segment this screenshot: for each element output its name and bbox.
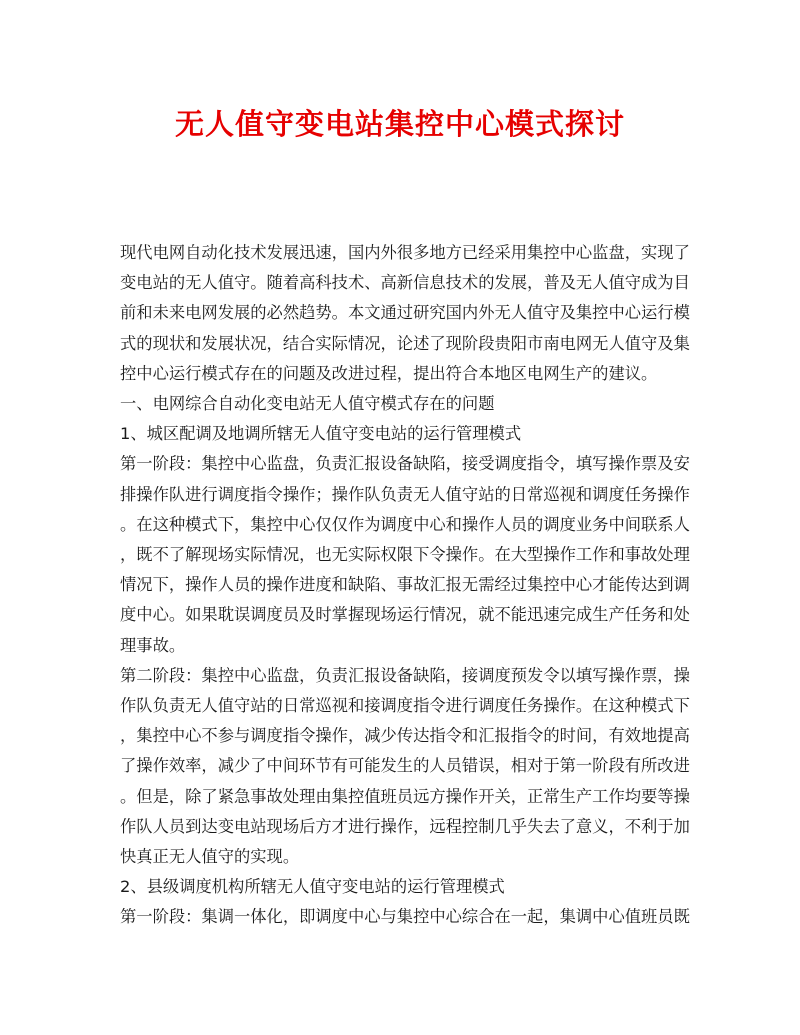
document-title: 无人值守变电站集控中心模式探讨 <box>174 107 625 141</box>
text-line: 控中心运行模式存在的问题及改进过程，提出符合本地区电网生产的建议。 <box>120 363 658 383</box>
paragraph-stage-2 <box>120 661 690 872</box>
text-line: 快真正无人值守的实现。 <box>120 847 300 867</box>
text-line: 变电站的无人值守。随着高科技术、高新信息技术的发展，普及无人值守成为目 <box>120 273 690 293</box>
document-body <box>120 238 690 933</box>
paragraph-county-stage-1 <box>120 902 690 932</box>
text-line: 一、电网综合自动化变电站无人值守模式存在的问题 <box>120 394 495 414</box>
text-line: 第一阶段：集控中心监盘，负责汇报设备缺陷，接受调度指令，填写操作票及安 <box>120 454 690 474</box>
text-line: ，既不了解现场实际情况，也无实际权限下令操作。在大型操作工作和事故处理 <box>120 545 690 565</box>
text-line: 情况下，操作人员的操作进度和缺陷、事故汇报无需经过集控中心才能传达到调 <box>120 575 690 595</box>
text-line: 。在这种模式下，集控中心仅仅作为调度中心和操作人员的调度业务中间联系人 <box>120 514 690 534</box>
paragraph-stage-1 <box>120 449 690 660</box>
text-line: 。但是，除了紧急事故处理由集控值班员远方操作开关，正常生产工作均要等操 <box>120 786 690 806</box>
text-line: 作队人员到达变电站现场后方才进行操作，远程控制几乎失去了意义，不利于加 <box>120 816 690 836</box>
subsection-heading-1 <box>120 419 680 449</box>
text-line: 作队负责无人值守站的日常巡视和接调度指令进行调度任务操作。在这种模式下 <box>120 696 690 716</box>
text-line: 2、县级调度机构所辖无人值守变电站的运行管理模式 <box>120 877 505 897</box>
text-line: ，集控中心不参与调度指令操作，减少传达指令和汇报指令的时间，有效地提高 <box>120 726 690 746</box>
text-line: 排操作队进行调度指令操作；操作队负责无人值守站的日常巡视和调度任务操作 <box>120 484 690 504</box>
text-line: 理事故。 <box>120 635 186 655</box>
text-line: 前和未来电网发展的必然趋势。本文通过研究国内外无人值守及集控中心运行模 <box>120 303 690 323</box>
text-line: 第二阶段：集控中心监盘，负责汇报设备缺陷，接调度预发令以填写操作票，操 <box>120 665 690 685</box>
paragraph-intro <box>120 238 690 389</box>
subsection-heading-2 <box>120 872 680 902</box>
text-line: 现代电网自动化技术发展迅速，国内外很多地方已经采用集控中心监盘，实现了 <box>120 243 690 262</box>
text-line: 了操作效率，减少了中间环节有可能发生的人员错误，相对于第一阶段有所改进 <box>120 756 690 776</box>
text-line: 度中心。如果耽误调度员及时掌握现场运行情况，就不能迅速完成生产任务和处 <box>120 605 690 625</box>
text-line: 1、城区配调及地调所辖无人值守变电站的运行管理模式 <box>120 424 522 444</box>
section-heading-1 <box>120 389 680 419</box>
text-line: 式的现状和发展状况，结合实际情况，论述了现阶段贵阳市南电网无人值守及集 <box>120 333 690 353</box>
text-line: 第一阶段：集调一体化，即调度中心与集控中心综合在一起，集调中心值班员既 <box>120 907 690 927</box>
